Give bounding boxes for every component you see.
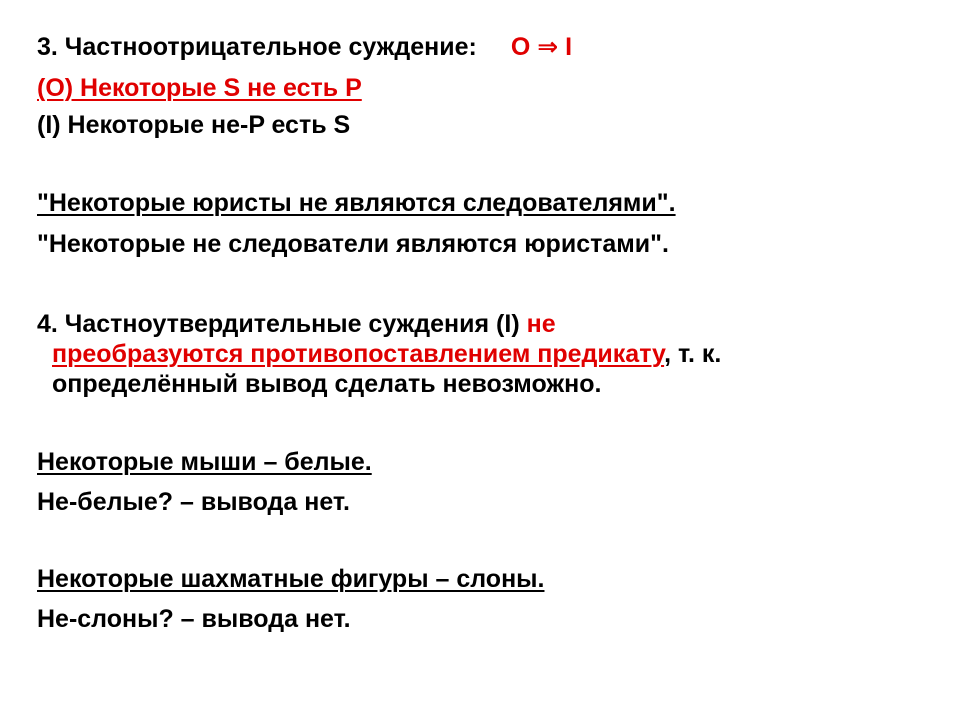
section3-heading: 3. Частноотрицательное суждение: (37, 33, 477, 61)
section4-line-2 (52, 339, 721, 369)
formula-right: I (565, 33, 573, 61)
section4-red-part-2: преобразуются противопоставлением предикату (52, 340, 665, 368)
section3-heading-line (37, 32, 572, 62)
section4-line-3: определённый вывод сделать невозможно. (52, 370, 602, 398)
section4-heading: 4. Частноутвердительные суждения (I) (37, 310, 520, 338)
example-result-chess: Не-слоны? – вывода нет. (37, 605, 351, 633)
formula-left: O (510, 33, 531, 61)
section4-tail-1: , т. к. (664, 340, 722, 368)
line-i-judgement: (I) Некоторые не-P есть S (37, 111, 351, 139)
formula (511, 33, 572, 61)
example-premise-lawyers: "Некоторые юристы не являются следователями". (37, 189, 676, 217)
section4-red-part-1: не (526, 310, 556, 338)
example-premise-chess: Некоторые шахматные фигуры – слоны. (37, 565, 545, 593)
implication-arrow-icon: ⇒ (537, 33, 559, 61)
example-result-lawyers: "Некоторые не следователи являются юристами". (37, 230, 669, 258)
line-o-judgement: (O) Некоторые S не есть P (37, 74, 362, 102)
section4-line-1 (37, 309, 556, 339)
example-result-mice: Не-белые? – вывода нет. (37, 488, 350, 516)
example-premise-mice: Некоторые мыши – белые. (37, 448, 372, 476)
